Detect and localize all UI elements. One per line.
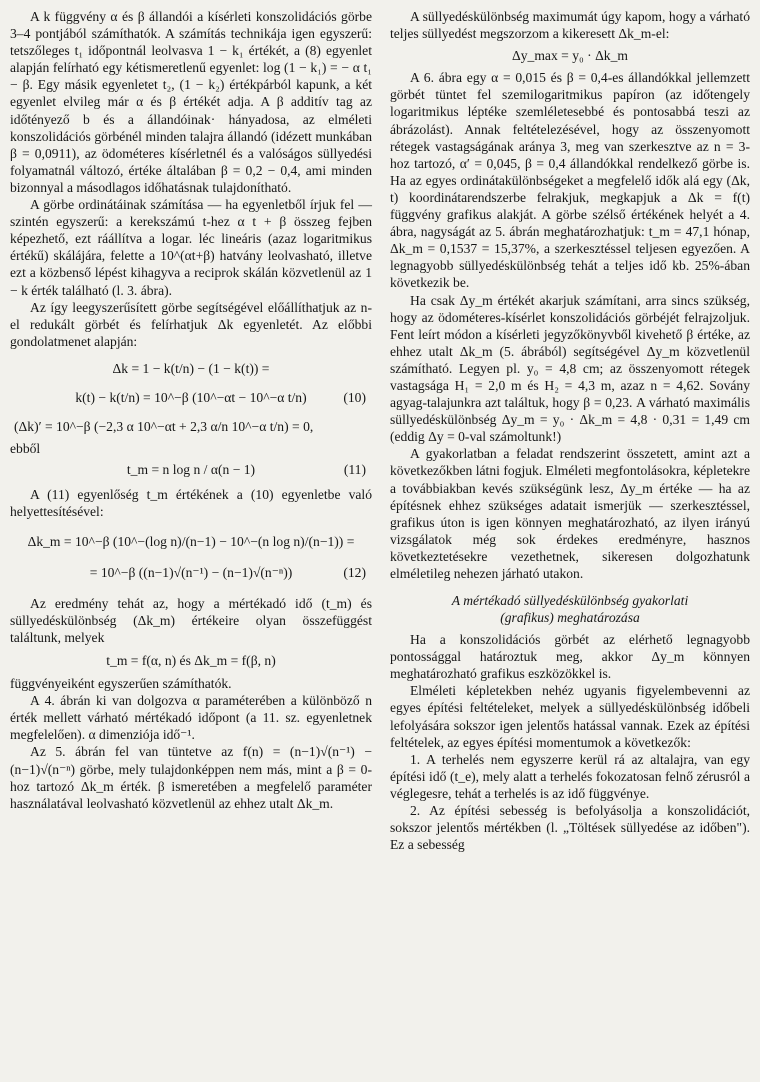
- paragraph: A 6. ábra egy α = 0,015 és β = 0,4-es állandókkal jellemzett görbét tüntet fel szemilogaritmikus papíron (az időtengely logaritmikus léptéke szemléletesebbé és pontosabbá teszi az ábrázolást). Annak feltételezésével, hogy az összenyomott rétegek vastagságának aránya 3, meg van szerkesztve az n = 3-hoz tartozó, α′ = 0,045, β = 0,4 állandókkal rendelkező görbe is. Ha az egyes ordinátakülönbségeket a megfelelő idők alá egy (Δk, t) koordinátarendszerbe felrakjuk, megkapjuk a Δk = f(t) függvény grafikus alakját. A görbe szélső értékének helyét a 4. ábra, nagyságát az 5. ábrán meghatározhatjuk: t_m = 47,1 hónap, Δk_m = 0,1537 = 15,37%, a szerkesztéssel teljesen egyezően. A legnagyobb süllyedéskülönbség tehát a teljes idő kb. 25%-ában következik be.: [390, 70, 750, 291]
- equation: t_m = f(α, n) és Δk_m = f(β, n): [106, 653, 276, 668]
- right-column: [390, 8, 750, 853]
- equation: Δk_m = 10^−β (10^−(log n)/(n−1) − 10^−(n log n)/(n−1)) =: [27, 533, 355, 549]
- paragraph: 2. Az építési sebesség is befolyásolja a konszolidációt, sokszor jelentős mértékben (l. „Töltések süllyedése az időben"). Ez a sebesség: [390, 803, 750, 853]
- equation-10: [10, 389, 372, 406]
- equation-number: (12): [343, 564, 366, 580]
- paragraph: A görbe ordinátáinak számítása — ha egyenletből írjuk fel — szintén egyszerű: a kerekszámú t-hez α t + β összeg fejben képezhető, ezt ráállítva a logar. léc lineáris (azaz logaritmikus értékű) skálájára, felette a 10^(αt+β) hatvány leolvasható, illetve ezt a közbenső lépést kihagyva a reciprok skálán közvetlenül az 1 − k érték található (l. 3. ábra).: [10, 197, 372, 298]
- paragraph: Az így leegyszerűsített görbe segítségével előállíthatjuk az n-el redukált görbét és felírhatjuk Δk egyenletét. Az előbbi gondolatmenet alapján:: [10, 299, 372, 349]
- equation: Δk = 1 − k(t/n) − (1 − k(t)) =: [112, 360, 270, 376]
- equation-number: (10): [343, 389, 366, 405]
- paragraph: Az eredmény tehát az, hogy a mértékadó idő (t_m) és süllyedéskülönbség (Δk_m) értékeire olyan összefüggést találtunk, melyek: [10, 595, 372, 645]
- section-heading-line: (grafikus) meghatározása: [500, 610, 640, 626]
- equation: Δy_max = y₀ · Δk_m: [512, 48, 628, 64]
- equation-12: [10, 564, 372, 581]
- paragraph: A (11) egyenlőség t_m értékének a (10) egyenletbe való helyettesítésével:: [10, 487, 372, 520]
- section-heading: [390, 592, 750, 626]
- paragraph: A k függvény α és β állandói a kísérleti konszolidációs görbe 3–4 pontjából számíthatók. A számítás technikája igen egyszerű: tetszőleges t₁ időpontnál leolvasva 1 − k₁ értékét, a (8) egyenlet alapján felírható egy kétismeretlenű egyenlet: log (1 − k₁) = − α t₁ − β. Egy másik egyenletet t₂, (1 − k₂) értékpárból kapunk, a két egyenlet elvileg már α és β értékét adja. A β additív tag az időtényező b és a állandóinak· hányadosa, az elméleti konszolidációs görbénél minden talajra állandó (idézett munkában β = 0,0911), az ödométeres kísérletnél és a valóságos süllyedési folyamatnál változó, értéke általában β = 0,2 − 0,4, ami minden bizonnyal a másodlagos időhatásnak tulajdonítható.: [10, 9, 372, 195]
- paragraph: Elméleti képletekben nehéz ugyanis figyelembevenni az egyes építési feltételeket, melyek a süllyedéskülönbség időbeli lefolyására sokszor igen jelentős hatással vannak. Ezek az építési feltételek, az egyes építési momentumok a következők:: [390, 683, 750, 750]
- equation: (Δk)′ = 10^−β (−2,3 α 10^−αt + 2,3 α/n 10^−α t/n) = 0,: [14, 419, 314, 435]
- equation-11: [10, 461, 372, 478]
- equation-body: k(t) − k(t/n) = 10^−β (10^−αt − 10^−α t/n): [75, 389, 307, 405]
- paragraph: A 4. ábrán ki van dolgozva α paraméterében a különböző n érték mellett várható mértékadó időpont (a 11. sz. egyenletnek megfelelően). α dimenziója idő⁻¹.: [10, 693, 372, 743]
- left-column: [10, 8, 372, 812]
- equation-body: = 10^−β ((n−1)√(n⁻¹) − (n−1)√(n⁻ⁿ)): [89, 564, 293, 580]
- paragraph: 1. A terhelés nem egyszerre kerül rá az altalajra, van egy építési idő (t_e), mely alatt a terhelés fokozatosan felnő zérusról a véglegesre, tehát a terhelés is az idő függvénye.: [390, 751, 750, 801]
- paragraph: A gyakorlatban a feladat rendszerint összetett, amint azt a következőkben látni fogjuk. Elméleti megfontolásokra, képletekre a továbbiakban kevés szükségünk lesz, Δy_m értéke — ha az építésnek ehhez szükséges adatait ismerjük — szerkesztéssel, grafikus úton is igen könnyen meghatározható, az ilyen irányú vizsgálatok még sok érdekes eredményre, hasznos következtetésekre vezethetnek, sikeresen dolgozhatunk elméletileg nehezen járható utakon.: [390, 446, 750, 581]
- paragraph: Ha a konszolidációs görbét az elérhető legnagyobb pontossággal határoztuk meg, akkor Δy_m könnyen meghatározható grafikus eszközökkel is.: [390, 632, 750, 682]
- paragraph: Ha csak Δy_m értékét akarjuk számítani, arra sincs szükség, hogy az ödométeres-kísérlet konszolidációs görbéjét felrajzoljuk. Fent leírt módon a kísérleti jegyzőkönyvből kivehető β értéke, az ehhez utalt Δk_m (5. ábrából) segítségével Δy_m közvetlenül számítható. Legyen pl. y₀ = 4,8 cm; az összenyomott rétegek vastagsága H₁ = 2,0 m és H₂ = 4,3 m, azaz n = 4,62. Sovány agyag-talajunkra azt találtuk, hogy β = 0,23. A várható maximális süllyedéskülönbség Δy_m = y₀ · Δk_m = 4,8 · 0,31 = 1,49 cm (eddig Δy = 0-val számoltunk!): [390, 292, 750, 445]
- equation-body: t_m = n log n / α(n − 1): [126, 462, 256, 478]
- equation-number: (11): [343, 462, 366, 478]
- paragraph: A süllyedéskülönbség maximumát úgy kapom, hogy a várható teljes süllyedést megszorzom a kikeresett Δk_m-el:: [390, 9, 750, 42]
- paragraph: ebből: [10, 441, 41, 457]
- section-heading-line: A mértékadó süllyedéskülönbség gyakorlati: [451, 593, 689, 609]
- paragraph: Az 5. ábrán fel van tüntetve az f(n) = (n−1)√(n⁻¹) − (n−1)√(n⁻ⁿ) görbe, mely tulajdonképpen nem más, mint a β = 0-hoz tartozó Δk_m érték. β ismeretében a megfelelő paraméter használatával leolvasható közvetlenül az ehhez utalt Δk_m.: [10, 744, 372, 811]
- paragraph: függvényeiként egyszerűen számíthatók.: [10, 676, 232, 692]
